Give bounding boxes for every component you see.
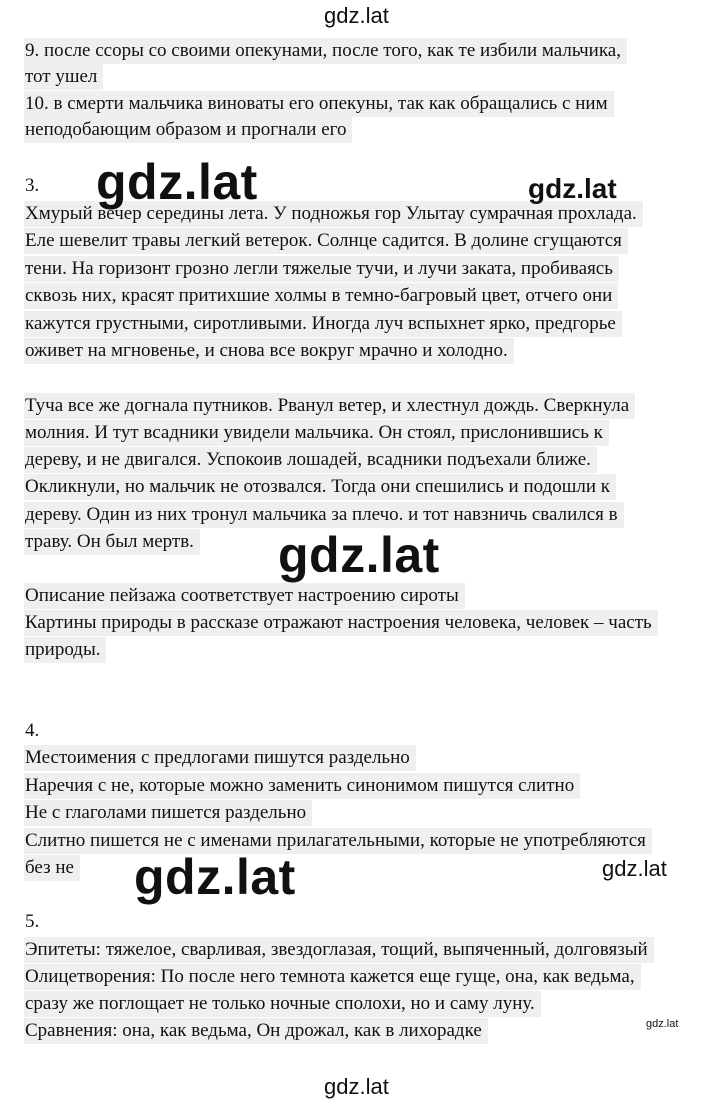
- text-line: Сравнения: она, как ведьма, Он дрожал, как в лихорадке: [24, 1018, 488, 1044]
- text-line: тени. На горизонт грозно легли тяжелые тучи, и лучи заката, пробиваясь: [24, 256, 619, 282]
- text-line: Наречия с не, которые можно заменить синонимом пишутся слитно: [24, 773, 580, 799]
- watermark-right-2: gdz.lat: [602, 856, 667, 881]
- text-line: Окликнули, но мальчик не отозвался. Тогда они спешились и подошли к: [24, 474, 616, 500]
- watermark-tiny: gdz.lat: [646, 1018, 679, 1030]
- text-line: дереву. Один из них тронул мальчика за плечо. и тот навзничь свалился в: [24, 502, 624, 528]
- section-number: 3.: [25, 175, 40, 196]
- watermark-big-left-2: gdz.lat: [134, 849, 296, 905]
- text-line: оживет на мгновенье, и снова все вокруг мрачно и холодно.: [24, 338, 514, 364]
- text-line: кажутся грустными, сиротливыми. Иногда луч вспыхнет ярко, предгорье: [24, 311, 622, 337]
- text-line: траву. Он был мертв.: [24, 529, 200, 555]
- text-line: Хмурый вечер середины лета. У подножья гор Улытау сумрачная прохлада.: [24, 201, 643, 227]
- text-line: дереву, и не двигался. Успокоив лошадей, всадники подъехали ближе.: [24, 447, 597, 473]
- section-number: 5.: [25, 911, 40, 932]
- text-line: без не: [24, 855, 80, 881]
- watermark-big-left-1: gdz.lat: [96, 154, 258, 210]
- text-line: Еле шевелит травы легкий ветерок. Солнце садится. В долине сгущаются: [24, 228, 628, 254]
- watermark-right-1: gdz.lat: [528, 173, 617, 204]
- section-number: 4.: [25, 720, 40, 741]
- text-line: Слитно пишется не с именами прилагательными, которые не употребляются: [24, 828, 652, 854]
- text-line: молния. И тут всадники увидели мальчика. Он стоял, прислонившись к: [24, 420, 609, 446]
- watermark-top: gdz.lat: [324, 3, 389, 28]
- watermark-big-center: gdz.lat: [278, 527, 440, 583]
- text-line: 10. в смерти мальчика виноваты его опекуны, так как обращались с ним: [24, 91, 614, 117]
- text-line: природы.: [24, 637, 106, 663]
- watermark-bottom: gdz.lat: [324, 1074, 389, 1099]
- text-line: Местоимения с предлогами пишутся раздельно: [24, 745, 416, 771]
- text-line: Туча все же догнала путников. Рванул ветер, и хлестнул дождь. Сверкнула: [24, 393, 635, 419]
- text-line: сразу же поглощает не только ночные сполохи, но и саму луну.: [24, 991, 541, 1017]
- text-line: Олицетворения: По после него темнота кажется еще гуще, она, как ведьма,: [24, 964, 641, 990]
- text-line: Описание пейзажа соответствует настроению сироты: [24, 583, 465, 609]
- text-line: Картины природы в рассказе отражают настроения человека, человек – часть: [24, 610, 658, 636]
- text-line: неподобающим образом и прогнали его: [24, 117, 352, 143]
- text-line: Не с глаголами пишется раздельно: [24, 800, 312, 826]
- text-line: 9. после ссоры со своими опекунами, после того, как те избили мальчика,: [24, 38, 627, 64]
- text-line: тот ушел: [24, 64, 103, 90]
- text-line: Эпитеты: тяжелое, сварливая, звездоглазая, тощий, выпяченный, долговязый: [24, 937, 654, 963]
- text-line: сквозь них, красят притихшие холмы в темно-багровый цвет, отчего они: [24, 283, 618, 309]
